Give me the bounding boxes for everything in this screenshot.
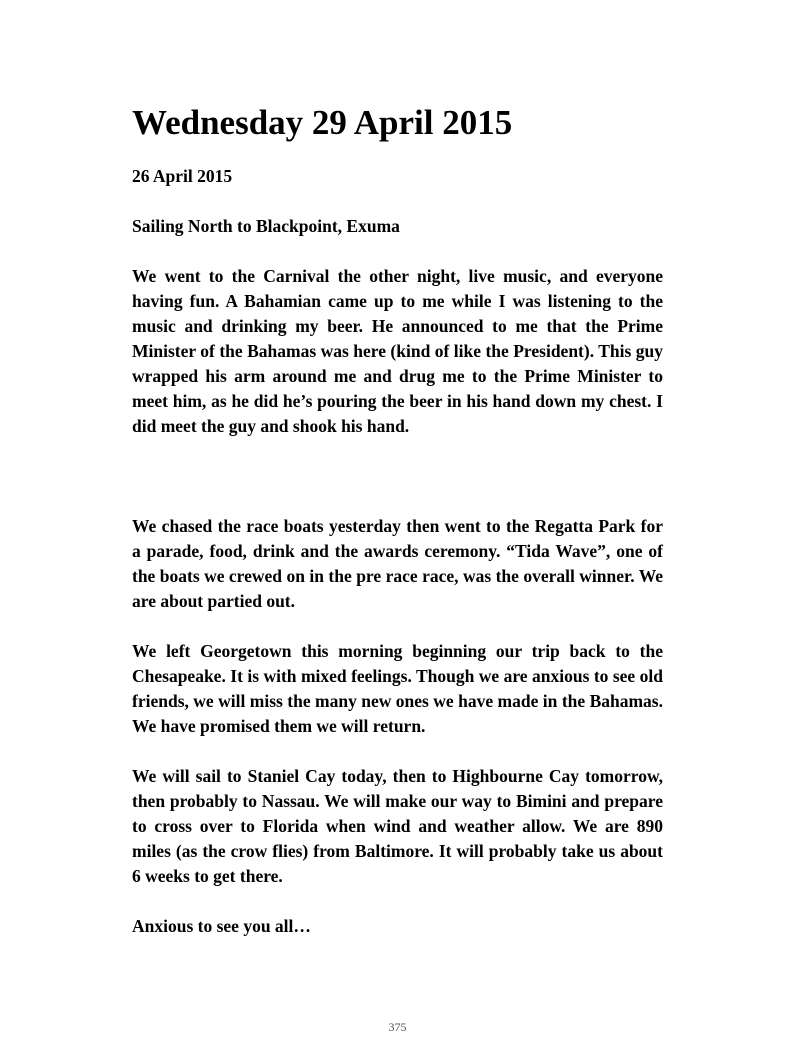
- paragraph-regatta: We chased the race boats yesterday then went to the Regatta Park for a parade, food, drink and the awards ceremony. “Tida Wave”, one of the boats we crewed on in the pre race race, was the overall winner. We are about partied out.: [132, 516, 663, 611]
- paragraph-carnival: We went to the Carnival the other night, live music, and everyone having fun. A Bahamian came up to me while I was listening to the music and drinking my beer. He announced to me that the Prime Minister of the Bahamas was here (kind of like the President). This guy wrapped his arm around me and drug me to the Prime Minister to meet him, as he did he’s pouring the beer in his hand down my chest. I did meet the guy and shook his hand.: [132, 266, 663, 436]
- paragraph-route: We will sail to Staniel Cay today, then to Highbourne Cay tomorrow, then probably to Nassau. We will make our way to Bimini and prepare to cross over to Florida when wind and weather allow. We are 890 miles (as the crow flies) from Baltimore. It will probably take us about 6 weeks to get there.: [132, 766, 663, 886]
- paragraph-georgetown: We left Georgetown this morning beginning our trip back to the Chesapeake. It is with mixed feelings. Though we are anxious to see old friends, we will miss the many new ones we have made in the Bahamas. We have promised them we will return.: [132, 641, 663, 736]
- page-title: Wednesday 29 April 2015: [132, 103, 513, 142]
- entry-location: Sailing North to Blackpoint, Exuma: [132, 216, 400, 236]
- entry-date: 26 April 2015: [132, 166, 233, 186]
- paragraph-closing: Anxious to see you all…: [132, 916, 311, 936]
- page-number: 375: [388, 1020, 407, 1034]
